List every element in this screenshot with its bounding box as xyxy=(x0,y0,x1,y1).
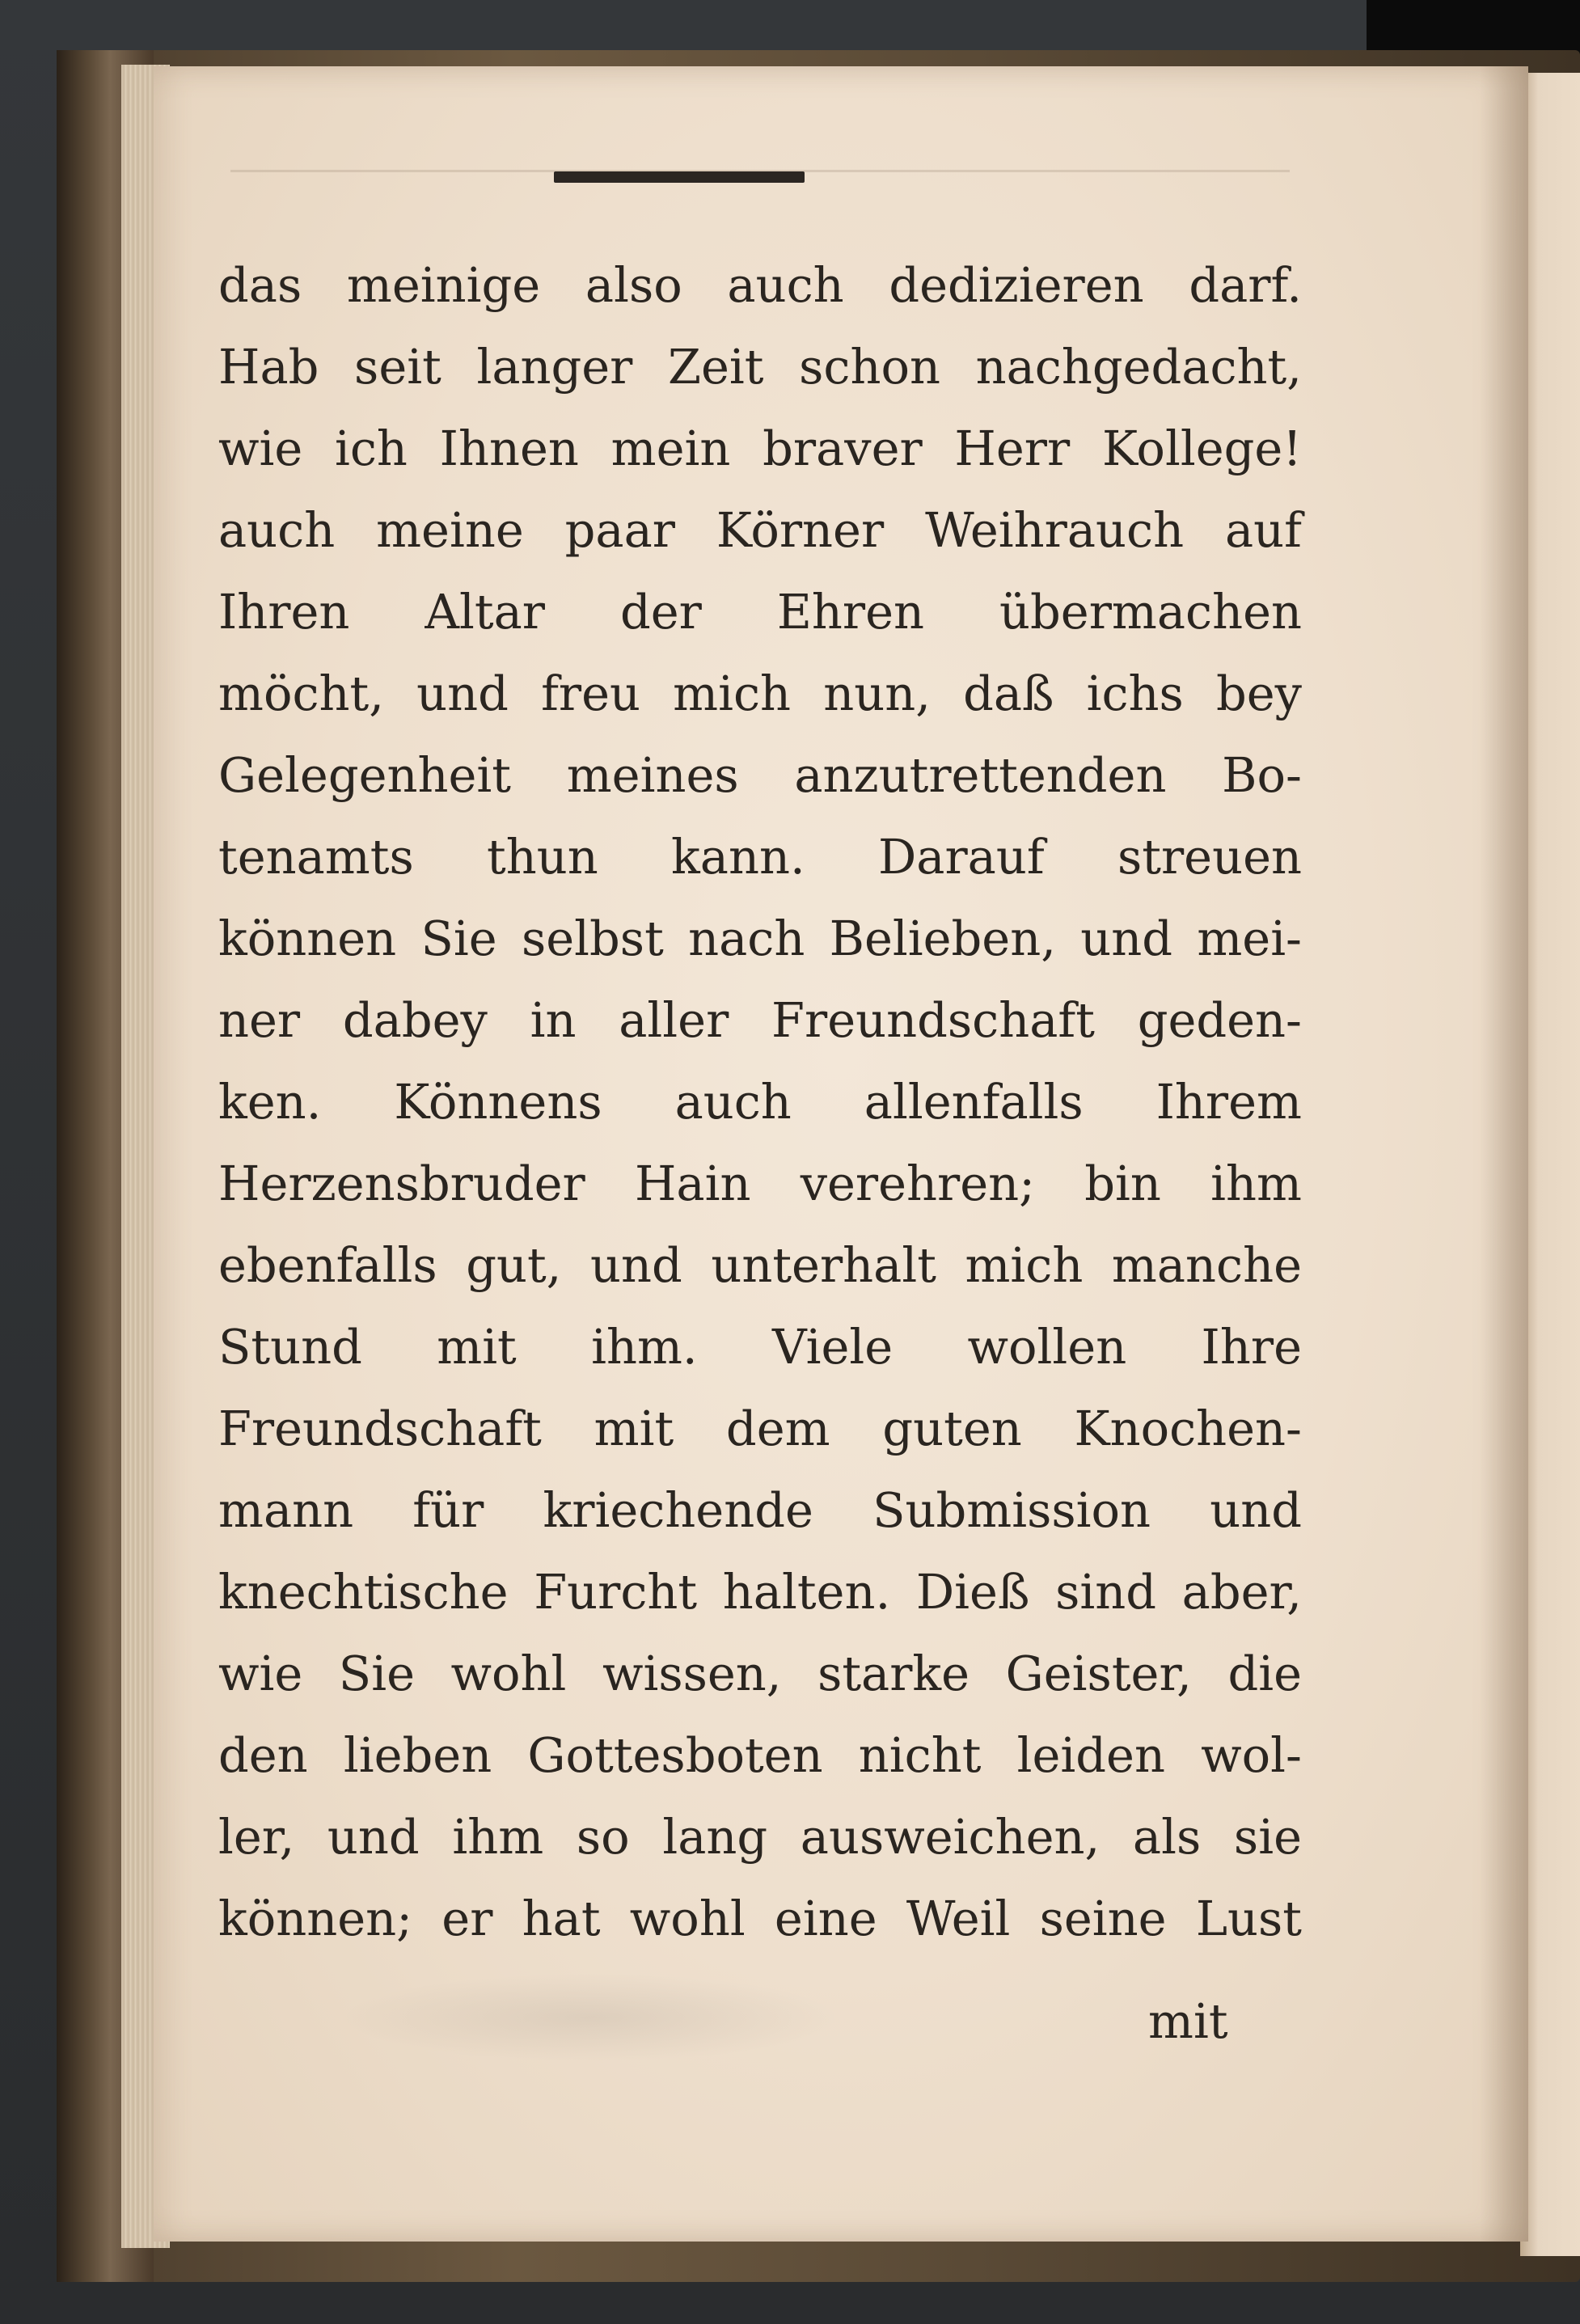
text-line: den lieben Gottesboten nicht leiden wol- xyxy=(218,1727,1302,1783)
text-line: das meinige also auch dedizieren darf. xyxy=(218,257,1302,313)
text-line: ler, und ihm so lang ausweichen, als sie xyxy=(218,1809,1302,1865)
gutter-shadow xyxy=(1480,66,1528,2242)
head-rule xyxy=(554,171,805,183)
text-line: Freundschaft mit dem guten Knochen- xyxy=(218,1401,1302,1456)
text-line: können Sie selbst nach Belieben, und mei- xyxy=(218,911,1302,966)
text-line: Hab seit langer Zeit schon nachgedacht, xyxy=(218,339,1302,395)
text-line: Ihren Altar der Ehren übermachen xyxy=(218,584,1302,640)
ink-bleed-through xyxy=(340,1973,841,2062)
text-line: Herzensbruder Hain verehren; bin ihm xyxy=(218,1156,1302,1211)
catchword: mit xyxy=(1148,1993,1228,2049)
text-line: ebenfalls gut, und unterhalt mich manche xyxy=(218,1237,1302,1293)
background-corner xyxy=(1367,0,1580,57)
text-line: können; er hat wohl eine Weil seine Lust xyxy=(218,1891,1302,1946)
text-line: tenamts thun kann. Darauf streuen xyxy=(218,829,1302,885)
text-line: Stund mit ihm. Viele wollen Ihre xyxy=(218,1319,1302,1375)
text-line: ken. Könnens auch allenfalls Ihrem xyxy=(218,1074,1302,1130)
text-line: mann für kriechende Submission und xyxy=(218,1482,1302,1538)
text-line: auch meine paar Körner Weihrauch auf xyxy=(218,502,1302,558)
text-line: Gelegenheit meines anzutrettenden Bo- xyxy=(218,747,1302,803)
body-text xyxy=(218,244,1302,1959)
text-line: wie Sie wohl wissen, starke Geister, die xyxy=(218,1646,1302,1701)
text-line: knechtische Furcht halten. Dieß sind aber, xyxy=(218,1564,1302,1620)
facing-page-edge xyxy=(1520,73,1580,2256)
text-line: ner dabey in aller Freundschaft geden- xyxy=(218,992,1302,1048)
text-line: wie ich Ihnen mein braver Herr Kollege! xyxy=(218,420,1302,476)
text-line: möcht, und freu mich nun, daß ichs bey xyxy=(218,666,1302,721)
